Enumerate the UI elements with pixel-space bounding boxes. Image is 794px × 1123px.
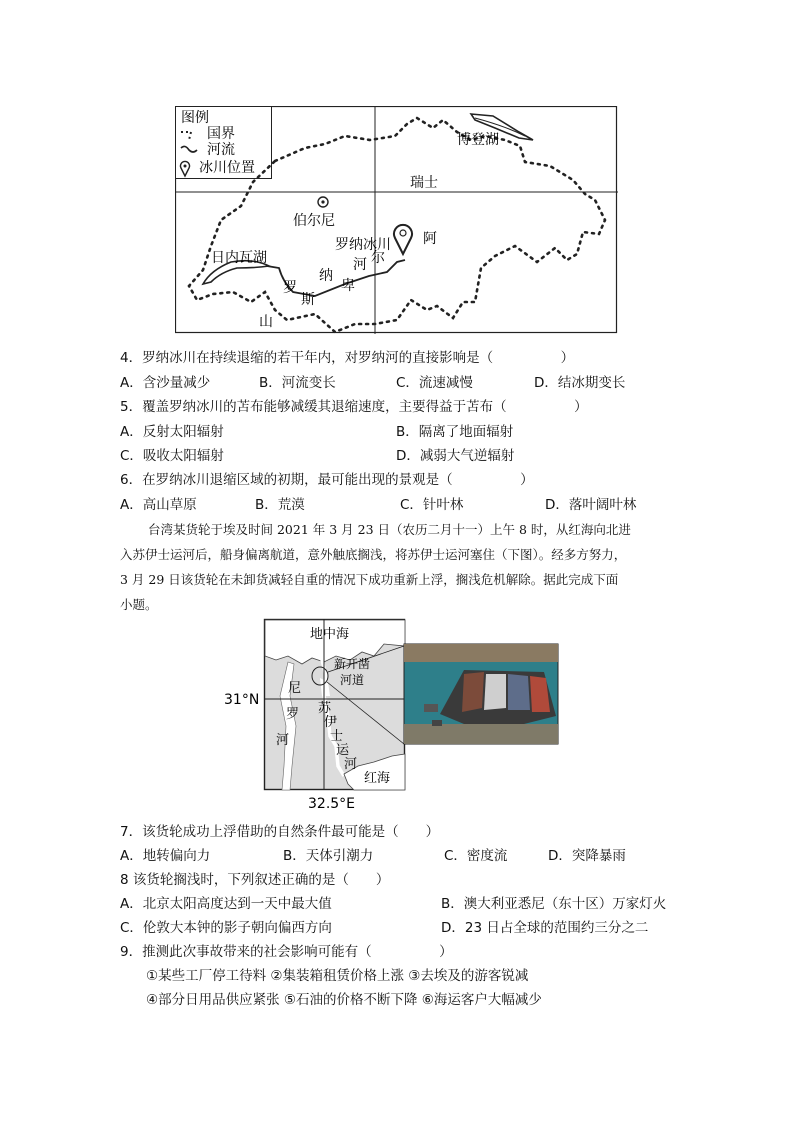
label-red-sea: 红海 bbox=[364, 771, 391, 786]
question-stem: 9．推测此次事故带来的社会影响可能有（ ） bbox=[120, 944, 453, 960]
bern-marker-icon bbox=[318, 197, 328, 207]
option[interactable]: B．荒漠 bbox=[255, 497, 305, 513]
label-river-luo: 罗 bbox=[283, 280, 297, 296]
question-stem: 8 该货轮搁浅时，下列叙述正确的是（ ） bbox=[120, 872, 390, 888]
option[interactable]: A．北京太阳高度达到一天中最大值 bbox=[120, 896, 332, 912]
passage-line: 入苏伊士运河后，船身偏离航道，意外触底搁浅，将苏伊士运河塞住（下图）。经多方努力， bbox=[120, 547, 627, 562]
label-nile-luo: 罗 bbox=[286, 707, 300, 722]
label-nile-ni: 尼 bbox=[288, 681, 302, 696]
option[interactable]: A．高山草原 bbox=[120, 497, 197, 513]
option[interactable]: A．反射太阳辐射 bbox=[120, 424, 224, 440]
label-river-he: 河 bbox=[353, 257, 367, 273]
label-switzerland: 瑞士 bbox=[410, 175, 438, 191]
option[interactable]: C．流速减慢 bbox=[396, 375, 473, 391]
suez-map bbox=[224, 616, 564, 816]
label-suez-shi: 士 bbox=[330, 729, 344, 744]
option[interactable]: B．澳大利亚悉尼（东十区）万家灯火 bbox=[441, 896, 667, 912]
option[interactable]: D．结冰期变长 bbox=[534, 375, 626, 391]
legend-border: 国界 bbox=[207, 126, 235, 142]
label-suez-su: 苏 bbox=[318, 701, 332, 716]
passage-line: 小题。 bbox=[120, 597, 158, 612]
option[interactable]: D．落叶阔叶林 bbox=[545, 497, 637, 513]
label-suez-yun: 运 bbox=[336, 743, 350, 758]
option[interactable]: D．突降暴雨 bbox=[548, 848, 626, 864]
label-bodensee: 博登湖 bbox=[457, 132, 499, 148]
option[interactable]: B．隔离了地面辐射 bbox=[396, 424, 514, 440]
label-suez-he: 河 bbox=[344, 757, 358, 772]
option[interactable]: C．伦敦大本钟的影子朝向偏西方向 bbox=[120, 920, 332, 936]
label-alps-si: 斯 bbox=[301, 292, 315, 308]
label-latitude: 31°N bbox=[224, 692, 260, 708]
label-bern: 伯尔尼 bbox=[293, 213, 335, 229]
legend-title: 图例 bbox=[181, 110, 209, 126]
label-new-channel-1: 新开凿 bbox=[334, 657, 371, 671]
question-stem: 6．在罗纳冰川退缩区域的初期，最可能出现的景观是（ ） bbox=[120, 472, 534, 488]
passage-line: 台湾某货轮于埃及时间 2021 年 3 月 23 日（农历二月十一）上午 8 时，从红海向北进 bbox=[148, 522, 631, 537]
option[interactable]: C．密度流 bbox=[444, 848, 508, 864]
label-longitude: 32.5°E bbox=[308, 796, 356, 812]
label-alps-shan: 山 bbox=[259, 314, 273, 330]
label-suez-yi: 伊 bbox=[324, 715, 338, 730]
option[interactable]: B．河流变长 bbox=[259, 375, 336, 391]
option[interactable]: A．含沙量减少 bbox=[120, 375, 211, 391]
label-new-channel-2: 河道 bbox=[340, 673, 365, 687]
option[interactable]: B．天体引潮力 bbox=[283, 848, 374, 864]
legend-glacier: 冰川位置 bbox=[199, 160, 255, 176]
label-alps-er: 尔 bbox=[371, 250, 385, 266]
passage-line: 3 月 29 日该货轮在未卸货减轻自重的情况下成功重新上浮，搁浅危机解除。据此完成下面 bbox=[120, 572, 619, 587]
question-stem: 4．罗纳冰川在持续退缩的若干年内，对罗纳河的直接影响是（ ） bbox=[120, 350, 575, 366]
ship-photo bbox=[404, 644, 558, 744]
option[interactable]: D．23 日占全球的范围约三分之二 bbox=[441, 920, 649, 936]
option[interactable]: D．减弱大气逆辐射 bbox=[396, 448, 515, 464]
option[interactable]: A．地转偏向力 bbox=[120, 848, 211, 864]
label-mediterranean: 地中海 bbox=[310, 627, 350, 642]
label-lake-geneva: 日内瓦湖 bbox=[211, 250, 267, 266]
choice-line: ①某些工厂停工待料 ②集装箱租赁价格上涨 ③去埃及的游客锐减 bbox=[146, 968, 529, 984]
label-nile-he: 河 bbox=[276, 733, 290, 748]
question-stem: 7．该货轮成功上浮借助的自然条件最可能是（ ） bbox=[120, 824, 440, 840]
label-alps-a: 阿 bbox=[423, 231, 437, 247]
option[interactable]: C．吸收太阳辐射 bbox=[120, 448, 224, 464]
label-river-na: 纳 bbox=[319, 268, 333, 284]
question-stem: 5．覆盖罗纳冰川的苫布能够减缓其退缩速度，主要得益于苫布（ ） bbox=[120, 399, 588, 415]
legend-river: 河流 bbox=[207, 142, 235, 158]
choice-line: ④部分日用品供应紧张 ⑤石油的价格不断下降 ⑥海运客户大幅减少 bbox=[146, 992, 542, 1008]
option[interactable]: C．针叶林 bbox=[400, 497, 464, 513]
switzerland-map bbox=[175, 106, 618, 334]
label-rhone-glacier: 罗纳冰川 bbox=[335, 237, 391, 253]
label-alps-bei: 卑 bbox=[341, 278, 355, 294]
